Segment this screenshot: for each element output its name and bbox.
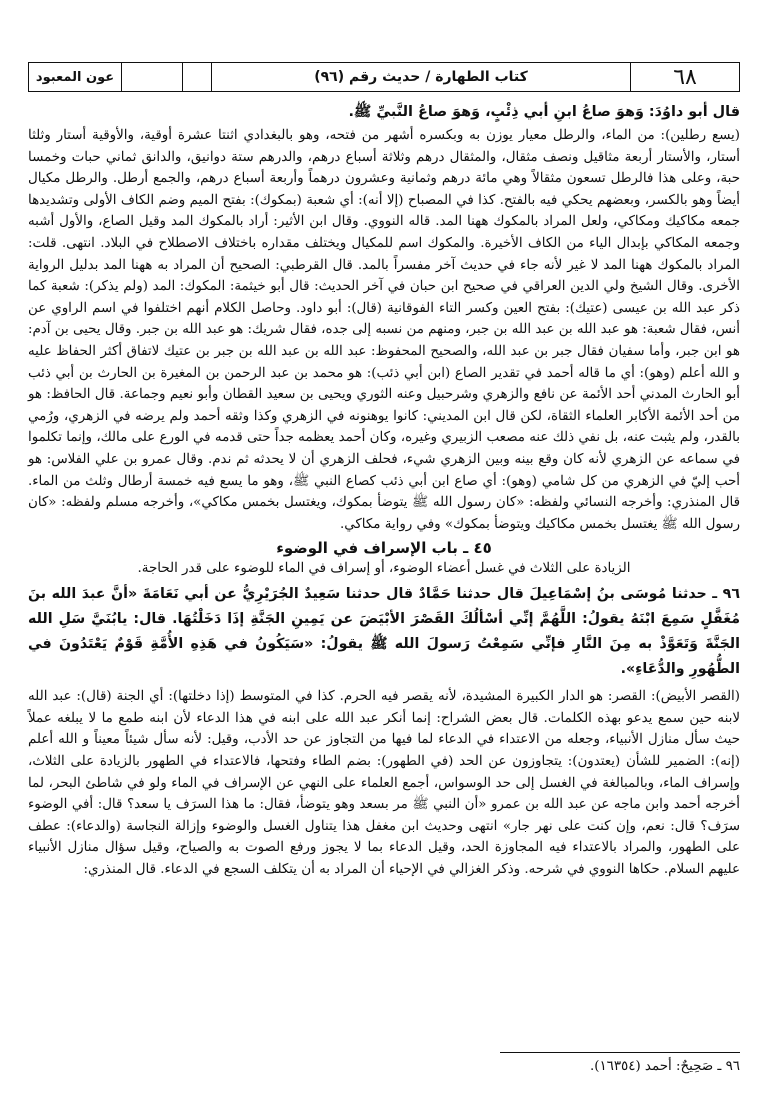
header-blank-cell xyxy=(121,63,182,91)
chapter-title: كتاب الطهارة / حديث رقم (٩٦) xyxy=(211,63,630,91)
section-title: ٤٥ ـ باب الإسراف في الوضوء xyxy=(276,539,492,558)
page-number: ٦٨ xyxy=(630,63,739,91)
footnote-divider xyxy=(500,1052,740,1053)
footnote-text: ٩٦ ـ صَحِيحٌ: أحمد (١٦٣٥٤). xyxy=(590,1059,740,1074)
page xyxy=(28,62,740,1074)
commentary-paragraph: (القصر الأبيض): القصر: هو الدار الكبيرة المشيدة، لأنه يقصر فيه الحرم. كذا في المتوسط (إذا دخلتها): أي الجنة (قال): عبد الله لابنه حين سمع يدعو بهذه الكلمات. قال بعض الشراح: إنما أنكر عبد الله على ابنه في هذا الدعاء لأن ابنه طمع ما لا يبلغه عملاً حيث سأل منازل الأنبياء، وجعله من الاعتداء في الدعاء لما فيها من التجاوز عن حد الأدب، وقيل: لأنه سأل شيئاً معيناً و الله أعلم (إنه): الضمير للشأن (يعتدون): يتجاوزون عن الحد (في الطهور): بضم الطاء وفتحها، فالاعتداء في الطهور بالزيادة على الثلاث، وإسراف الماء، وبالمبالغة في الغسل إلى حد الوسواس، أجمع العلماء على النهي عن الإسراف في الماء ولو في شاطئ البحر، لما أخرجه أحمد وابن ماجه عن عبد الله بن عمرو «أن النبي ﷺ مر بسعد وهو يتوضأ، فقال: ما هذا السرَف يا سعد؟ قال: أفي الوضوء سرَف؟ قال: نعم، وإن كنت على نهر جار» انتهى وحديث ابن مغفل هذا يتناول الغسل والوضوء وإزالة النجاسة (والدعاء): عطف على الطهور، والمراد بالاعتداء فيه المجاوزة الحد، وقيل الدعاء بما لا يجوز ورفع الصوت به والصياح، وقيل سؤال منازل الأنبياء عليهم السلام. حكاها النووي في شرحه. وذكر الغزالي في الإحياء أن المراد به أن يتكلف السجع في الدعاء. قال المنذري: xyxy=(28,689,740,878)
commentary-paragraph: (يسع رطلين): من الماء، والرطل معيار يوزن به وبكسره أشهر من فتحه، وهو بالبغدادي اثنتا عشرة أوقية، والأوقية أستار وثلثا أستار، والأستار أربعة مثاقيل ونصف مثقال، والمثقال درهم وثلاثة أسباع درهم، والدرهم ستة دوانيق، والدانق ثماني حبات وخمسا حبة، وعلى هذا فالرطل تسعون مثقالاً وهي مائة درهم وثمانية وعشرون درهماً وأربعة أسباع درهم، والجمع أرطل. والرطل مكيال أيضاً وهو بالكسر، وبعضهم يحكي فيه بالفتح. كذا في المصباح (إلا أنه): أي شعبة (بمكوك): بفتح الميم وضم الكاف الأولى وتشديدها جمعه مكاكيك ومكاكي، ولعل المراد بالمكوك ههنا المد. قاله النووي. وقال ابن الأثير: أراد بالمكوك المد وقيل الصاع، والأول أشبه وجمعه المكاكي بإبدال الياء من الكاف الأخيرة. والمكوك اسم للمكيال ويختلف مقداره باختلاف الاصطلاح في البلاد. انتهى. قلت: المراد بالمكوك ههنا المد لا غير لأنه جاء في حديث آخر مفسراً بالمد. قال القرطبي: الصحيح أن المراد به ههنا المد بدليل الرواية الأخرى. وقال الشيخ ولي الدين العراقي في صحيح ابن حبان في آخر الحديث: قال أبو خيثمة: المكوك: المد (ولم يذكر): شعبة كما ذكر عبد الله بن عيسى (عتيك): بفتح العين وكسر التاء الفوقانية (قال): أبو داود. وحاصل الكلام أنهم اختلفوا في اسم الراوي عن أنس، فقال شعبة: هو عبد الله بن عبد الله بن جبر، ومنهم من نسبه إلى جده، فقال شريك: هو عبد الله بن جبر. وقال يحيى بن آدم: هو ابن جبر، وأما سفيان فقال جبر بن عبد الله، والصحيح المحفوظ: عبد الله بن عبد الله بن جبر بن عتيك لاتفاق أكثر الحفاظ عليه و الله أعلم (وهو): أي ما قاله أحمد في تقدير الصاع (ابن أبي ذئب): هو محمد بن عبد الرحمن بن المغيرة بن الحارث بن أبي ذئب أبو الحارث المدني أحد الأئمة عن نافع والزهري وشرحبيل وعنه الثوري ويحيى بن سعيد القطان وأبو نعيم وجماعة. قال الحافظ: هو من أحد الأئمة الأكابر العلماء الثقاة، لكن قال ابن المديني: كانوا يوهنونه في الزهري وكذا وثقه أحمد ولم يرضه في الزهري، ورُمي بالقدر، ولم يثبت عنه، بل نفي ذلك عنه مصعب الزبيري وغيره، وكان أحمد يعظمه جداً حتى قدمه في الورع على مالك، وإنما تكلموا في سماعه عن الزهري لأنه كان وقع بينه وبين الزهري شيء، فحلف الزهري أن لا يحدثه ثم ندم. وقال عمرو بن علي الفلاس: هو أحب إليّ في الزهري من كل شامي (وهو): أي صاع ابن أبي ذئب كصاع النبي ﷺ، وهو ما يسع فيه خمسة أرطال وثلث من الماء. قال المنذري: وأخرجه النسائي ولفظه: «كان رسول الله ﷺ يتوضأ بمكوك، ويغتسل بخمس مكاكي»، وأخرجه مسلم ولفظه: «كان رسول الله ﷺ يغتسل بخمس مكاكيك ويتوضأ بمكوك» وفي رواية مكاكي. xyxy=(28,128,740,532)
page-header xyxy=(28,62,740,92)
book-title: عون المعبود xyxy=(35,69,115,85)
section-subtitle: الزيادة على الثلاث في غسل أعضاء الوضوء، أو إسراف في الماء للوضوء على قدر الحاجة. xyxy=(137,561,631,577)
footnote xyxy=(28,1052,740,1077)
header-blank-cell xyxy=(182,63,211,91)
abu-dawud-statement: قال أبو داوُدَ: وَهوَ صاعُ ابنِ أبي ذِئْبٍ، وَهوَ صاعُ النَّبيِّ ﷺ. xyxy=(348,104,740,120)
hadith-text: ٩٦ ـ حدثنا مُوسَى بنُ إسْمَاعِيلَ قال حدثنا حَمَّادٌ قال حدثنا سَعِيدٌ الجُرَيْرِيُّ عن أبي نَعَامَةَ «أنَّ عبدَ الله بنَ مُغَفَّلٍ سَمِعَ ابْنَهُ يقولُ: اللَّهُمَّ إنِّي أسْألُكَ القَصْرَ الأبْيَضَ عن يَمِينِ الجَنَّةِ إذَا دَخَلْتُهَا. قال: يابُنَيَّ سَلِ الله الجَنَّةَ وَتَعَوَّذْ به مِنَ النَّارِ فإنِّي سَمِعْتُ رَسولَ الله ﷺ يقولُ: «سَيَكُونُ في هَذِهِ الأُمَّةِ قَوْمٌ يَعْتَدُونَ في الطُّهُورِ والدُّعَاءِ». xyxy=(28,586,740,678)
